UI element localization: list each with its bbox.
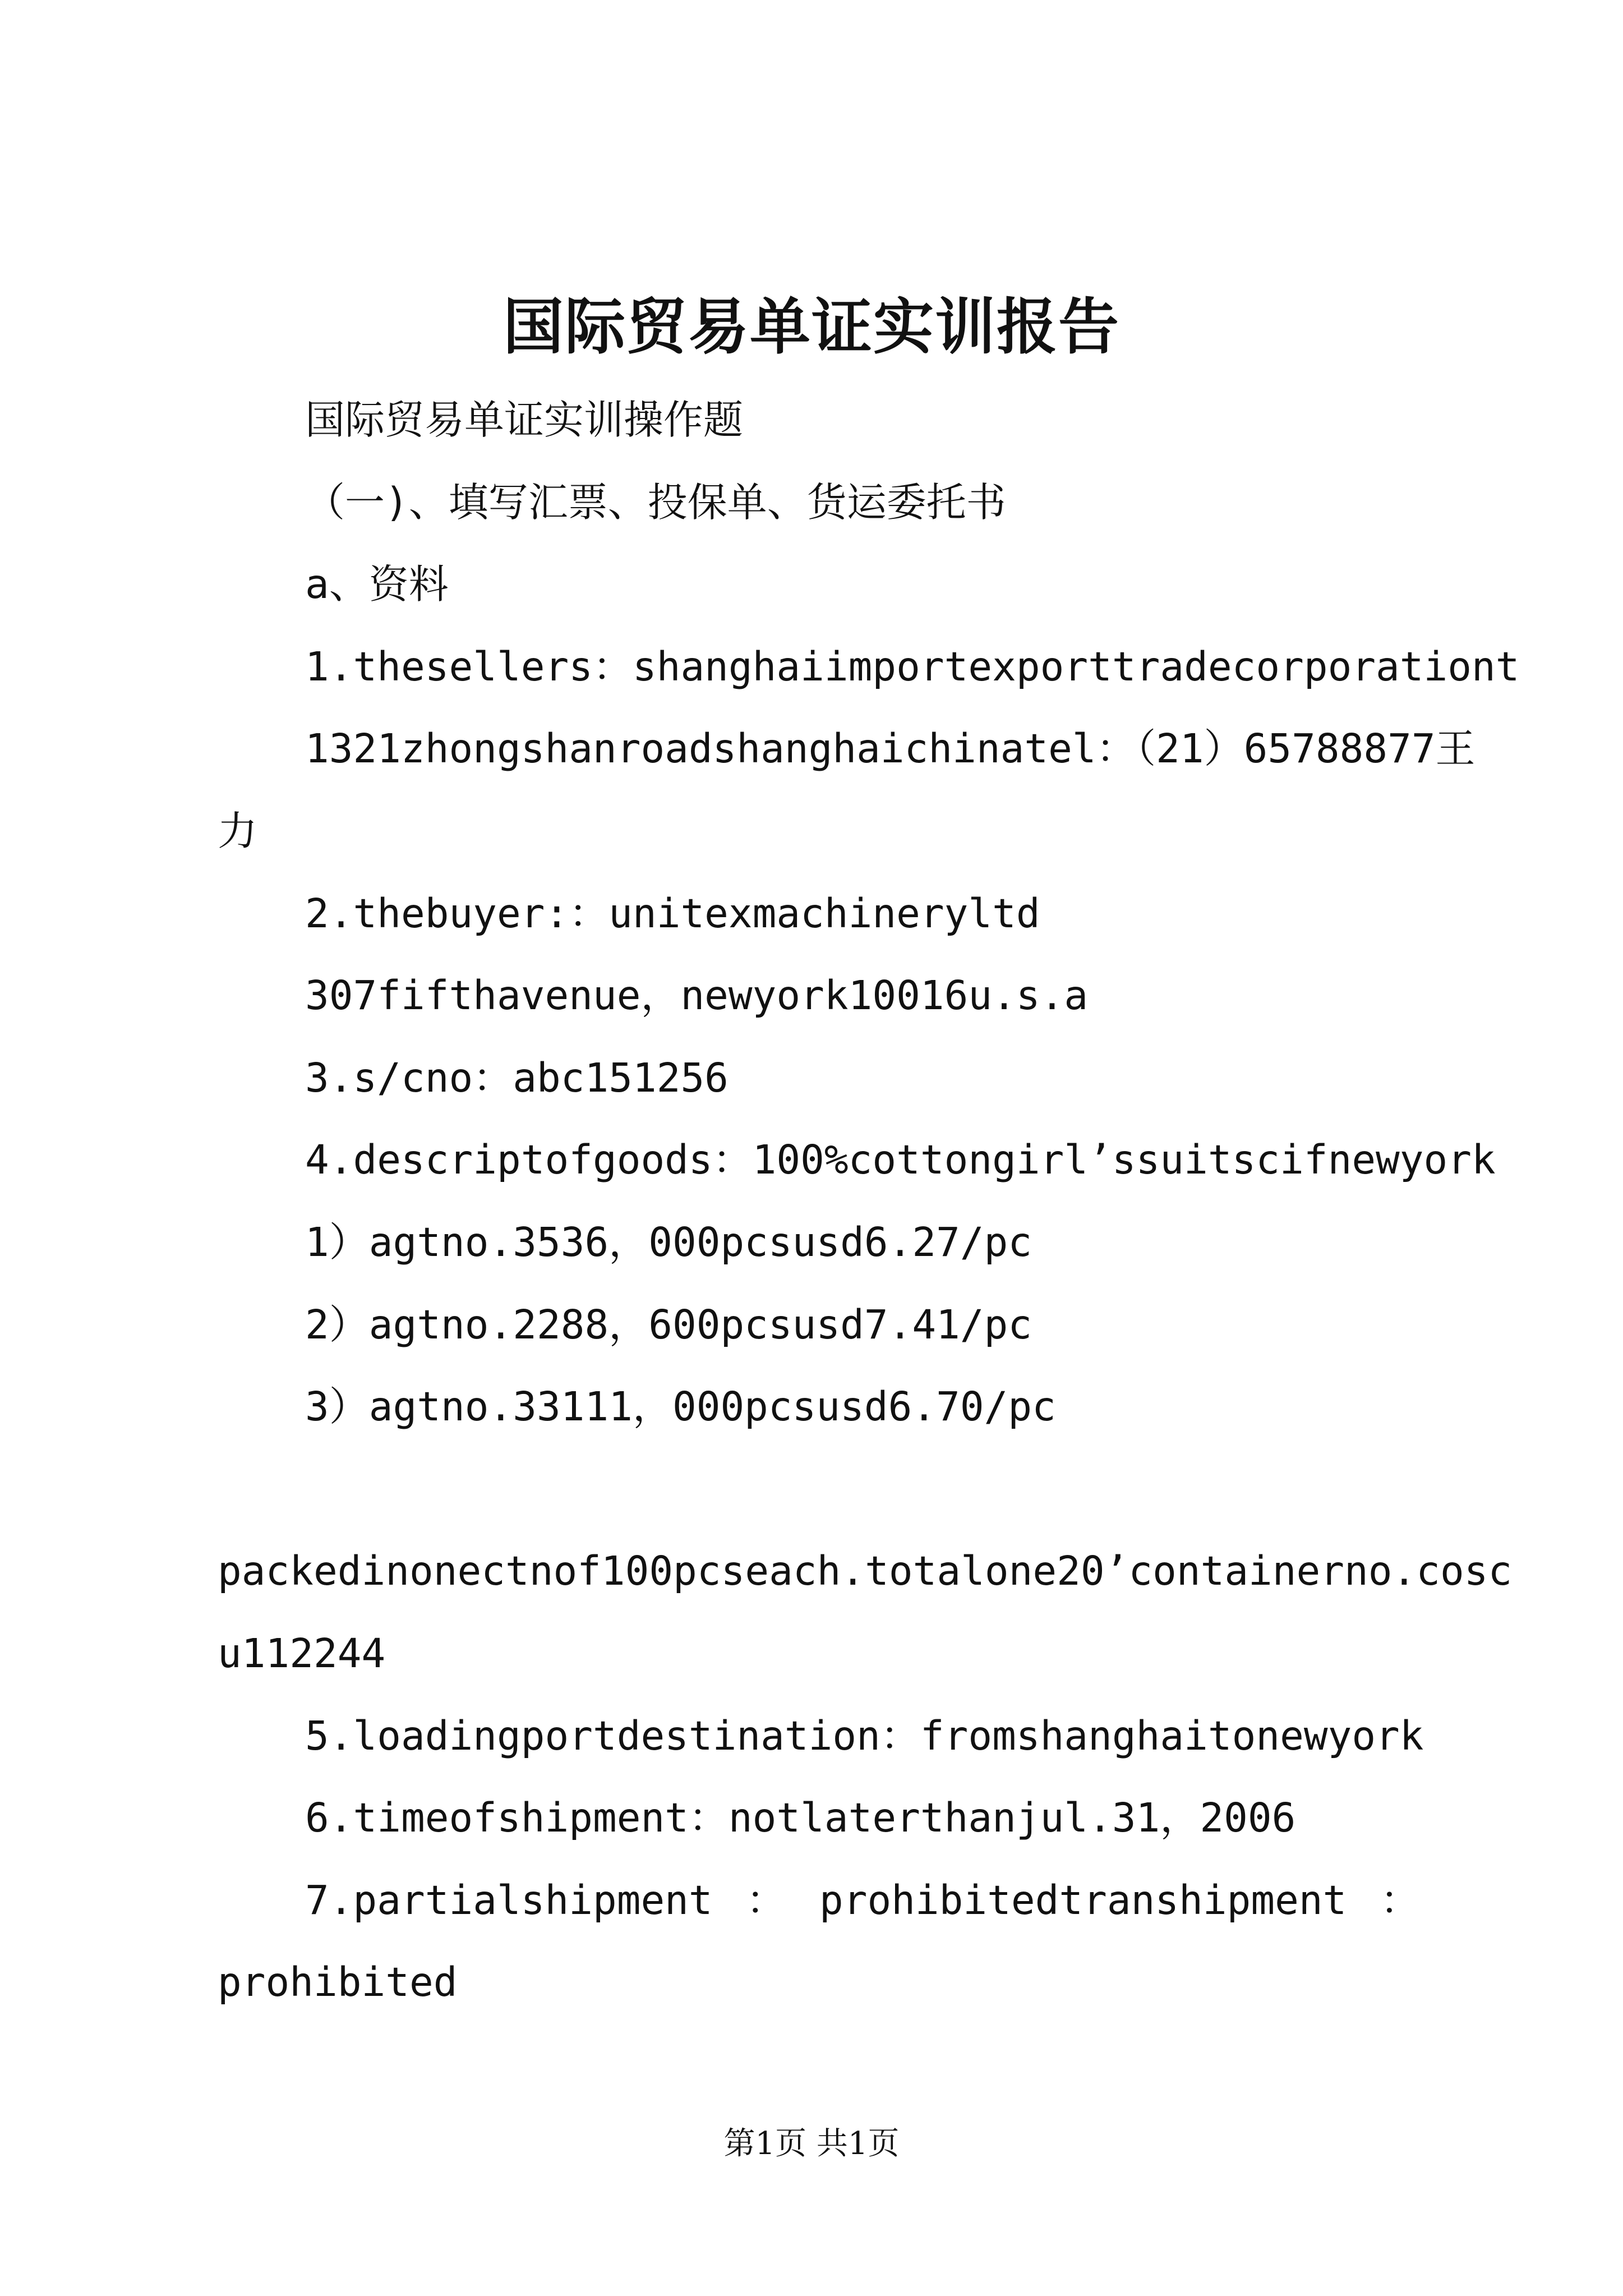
paragraph-line: 1）agtno.3536，000pcsusd6.27/pc: [305, 1218, 1032, 1266]
line-segment: ：: [746, 1876, 786, 1924]
paragraph-line: 力: [218, 807, 258, 854]
paragraph-line: 国际贸易单证实训操作题: [305, 397, 744, 443]
paragraph-line: 5.loadingportdestination：fromshanghaitonewyork: [305, 1712, 1424, 1759]
paragraph-line: 3）agtno.33111，000pcsusd6.70/pc: [305, 1383, 1056, 1430]
paragraph-line: 1321zhongshanroadshanghaichinatel：（21）65788877王: [305, 725, 1476, 772]
paragraph-line: 6.timeofshipment：notlaterthanjul.31，2006: [305, 1795, 1296, 1842]
line-segment: ：: [1380, 1876, 1420, 1924]
paragraph-line: 3.s/cno：abc151256: [305, 1054, 728, 1101]
paragraph-line: （一)、填写汇票、投保单、货运委托书: [305, 478, 1006, 526]
paragraph-line: a、资料: [305, 561, 449, 608]
paragraph-line: 2.thebuyer:：unitexmachineryltd: [305, 890, 1040, 937]
paragraph-line: 2）agtno.2288，600pcsusd7.41/pc: [305, 1301, 1032, 1348]
document-body: [218, 379, 1520, 2024]
document-title: 国际贸易单证实训报告: [502, 292, 1120, 362]
paragraph-line: 307fifthavenue，newyork10016u.s.a: [305, 972, 1089, 1019]
paragraph-line: 4.descriptofgoods：100%cottongirl’ssuitscifnewyork: [305, 1137, 1496, 1184]
paragraph-line: packedinonectnof100pcseach.totalone20’containerno.cosc: [218, 1548, 1513, 1595]
paragraph-line: 1.thesellers：shanghaiimportexporttradecorporationt: [305, 643, 1520, 690]
paragraph-line: prohibited: [218, 1959, 458, 2006]
blank-line: [218, 1448, 1420, 1531]
line-segment: 7.partialshipment: [305, 1876, 713, 1924]
paragraph-line: u112244: [218, 1630, 386, 1677]
page-footer: 第1页 共1页: [723, 2125, 900, 2162]
paragraph-line-justified: [218, 1860, 1420, 1942]
line-segment: prohibitedtranshipment: [819, 1876, 1347, 1924]
